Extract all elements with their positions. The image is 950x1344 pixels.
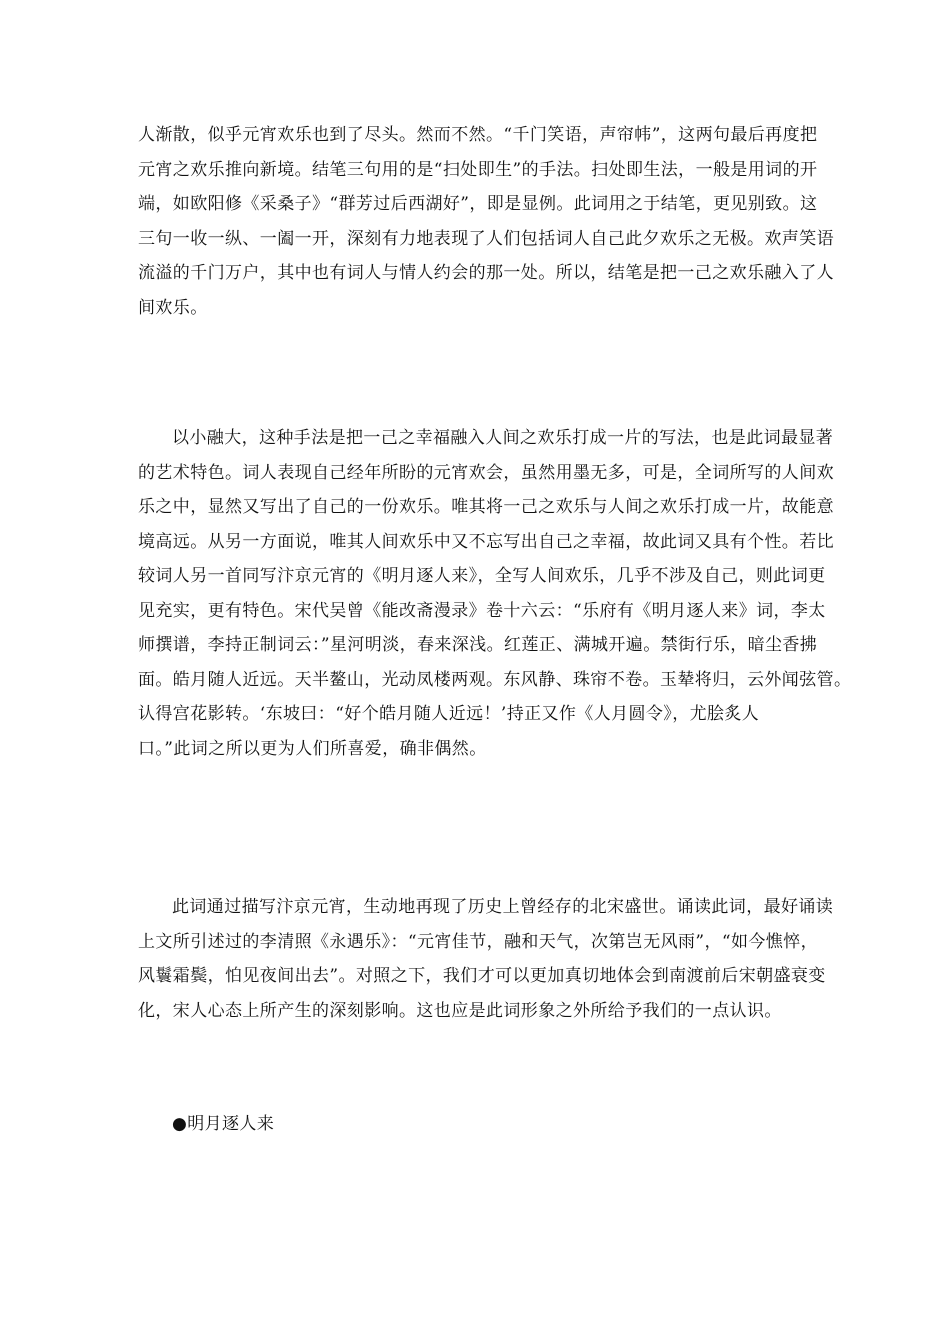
paragraph-line: 乐之中，显然又写出了自己的一份欢乐。唯其将一己之欢乐与人间之欢乐打成一片，故能意: [138, 497, 834, 517]
paragraph-line: 流溢的千门万户，其中也有词人与情人约会的那一处。所以，结笔是把一己之欢乐融入了人: [138, 263, 834, 283]
paragraph-line: 上文所引述过的李清照《永遇乐》：“元宵佳节，融和天气，次第岂无风雨”，“如今憔悴，: [138, 931, 818, 952]
paragraph-line: 元宵之欢乐推向新境。结笔三句用的是“扫处即生”的手法。扫处即生法，一般是用词的开: [138, 159, 818, 180]
paragraph-line: 境高远。从另一方面说，唯其人间欢乐中又不忘写出自己之幸福，故此词又具有个性。若比: [138, 531, 834, 552]
paragraph-line: 以小融大，这种手法是把一己之幸福融入人间之欢乐打成一片的写法，也是此词最显著: [172, 428, 834, 448]
paragraph-line: 面。皓月随人近远。天半鳌山，光动凤楼两观。东风静、珠帘不卷。玉辇将归，云外闻弦管。: [138, 669, 852, 690]
paragraph-3: [138, 890, 834, 1028]
section-heading: ●明月逐人来: [172, 1114, 275, 1134]
paragraph-line: 间欢乐。: [138, 297, 208, 318]
paragraph-line: 见充实，更有特色。宋代吴曾《能改斋漫录》卷十六云：“乐府有《明月逐人来》词，李太: [138, 600, 826, 621]
paragraph-1: [138, 118, 834, 325]
paragraph-line: 人渐散，似乎元宵欢乐也到了尽头。然而不然。“千门笑语，声帘帏”，这两句最后再度把: [138, 125, 818, 145]
paragraph-line: 此词通过描写汴京元宵，生动地再现了历史上曾经存的北宋盛世。诵读此词，最好诵读: [172, 897, 834, 917]
paragraph-line: 三句一收一纵、一阖一开，深刻有力地表现了人们包括词人自己此夕欢乐之无极。欢声笑语: [138, 228, 834, 249]
paragraph-line: 认得宫花影转。‘东坡曰：“好个皓月随人近远！’持正又作《人月圆令》，尤脍炙人: [138, 704, 760, 724]
paragraph-line: 较词人另一首同写汴京元宵的《明月逐人来》，全写人间欢乐，几乎不涉及自己，则此词更: [138, 566, 826, 586]
paragraph-line: 风鬟霜鬓，怕见夜间出去”。对照之下，我们才可以更加真切地体会到南渡前后宋朝盛衰变: [138, 966, 826, 986]
paragraph-line: 师撰谱，李持正制词云：”星河明淡，春来深浅。红莲正、满城开遍。禁街行乐，暗尘香拂: [138, 635, 818, 655]
paragraph-line: 化，宋人心态上所产生的深刻影响。这也应是此词形象之外所给予我们的一点认识。: [138, 1000, 782, 1021]
paragraph-line: 的艺术特色。词人表现自己经年所盼的元宵欢会，虽然用墨无多，可是，全词所写的人间欢: [138, 462, 834, 483]
paragraph-2: [138, 421, 852, 766]
paragraph-line: 口。”此词之所以更为人们所喜爱，确非偶然。: [138, 738, 487, 759]
paragraph-line: 端，如欧阳修《采桑子》“群芳过后西湖好”，即是显例。此词用之于结笔，更见别致。这: [138, 194, 818, 214]
